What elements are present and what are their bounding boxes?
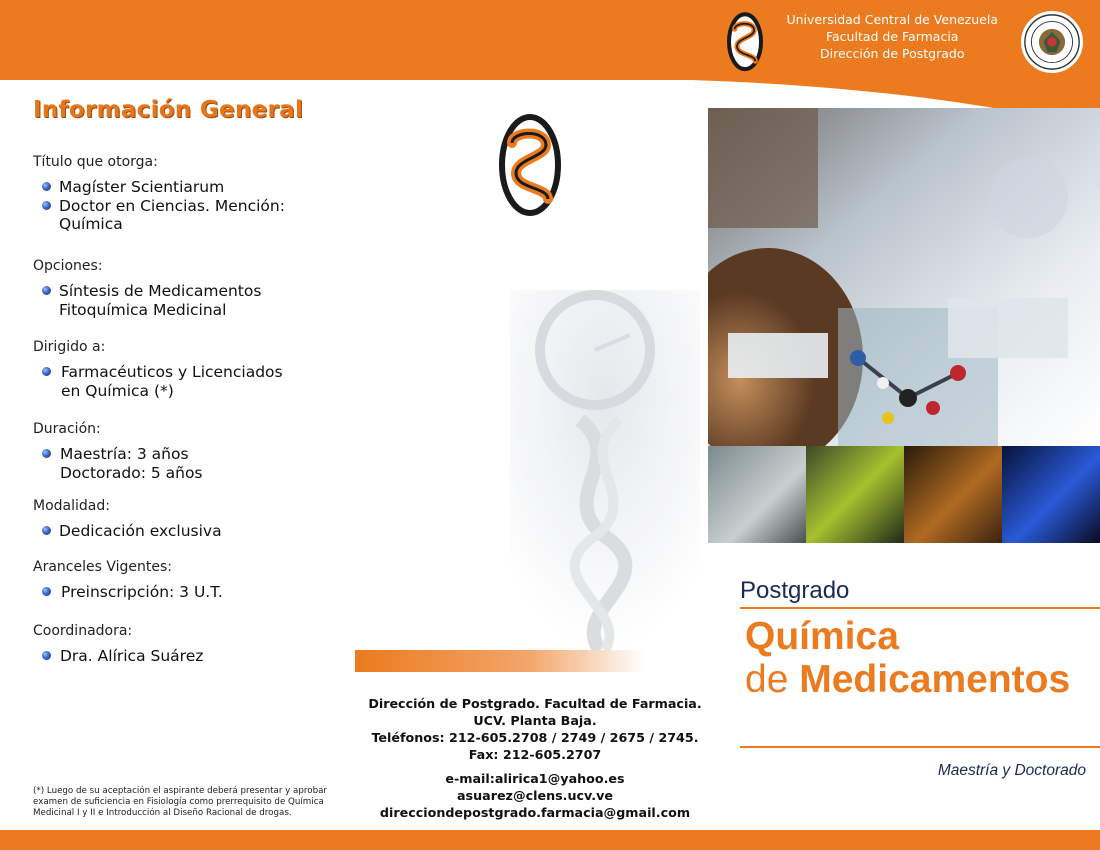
modalidad-label: Modalidad: xyxy=(33,498,110,514)
duracion-block xyxy=(33,421,203,482)
section-title: Información General xyxy=(33,97,304,123)
opciones-label: Opciones: xyxy=(33,258,103,274)
decorative-bar xyxy=(355,650,645,672)
contact-email[interactable]: asuarez@clens.ucv.ve xyxy=(456,788,613,803)
bullet-dot-icon xyxy=(42,526,51,535)
contact-fax: Fax: 212-605.2707 xyxy=(468,747,602,762)
watermark-image xyxy=(510,290,700,650)
bullet-dot-icon xyxy=(42,587,51,596)
list-item: Síntesis de Medicamentos xyxy=(33,282,261,301)
list-item: Preinscripción: 3 U.T. xyxy=(33,583,223,602)
list-item: Dra. Alírica Suárez xyxy=(33,647,203,666)
duracion-label: Duración: xyxy=(33,421,101,437)
contact-line: UCV. Planta Baja. xyxy=(473,713,597,728)
strip-photo-flask xyxy=(806,446,904,543)
list-item: Magíster Scientiarum xyxy=(33,178,285,197)
list-item: Doctorado: 5 años xyxy=(60,463,203,482)
titulo-block xyxy=(33,154,285,234)
list-item: Farmacéuticos y Licenciados xyxy=(33,363,283,382)
program-title-line2: de Medicamentos xyxy=(745,658,1071,701)
aranceles-block xyxy=(33,559,223,602)
list-item: Maestría: 3 años xyxy=(33,445,203,464)
contact-line: Dirección de Postgrado. Facultad de Farmacia. xyxy=(368,696,702,711)
bullet-dot-icon xyxy=(42,449,51,458)
bullet-dot-icon xyxy=(42,367,51,376)
list-item: Química xyxy=(59,215,123,233)
divider-top xyxy=(740,607,1100,609)
bullet-dot-icon xyxy=(42,651,51,660)
titulo-label: Título que otorga: xyxy=(33,154,158,170)
bullet-dot-icon xyxy=(42,201,51,210)
contact-email[interactable]: direcciondepostgrado.farmacia@gmail.com xyxy=(379,805,691,820)
footer-band xyxy=(0,830,1100,850)
coordinadora-label: Coordinadora: xyxy=(33,623,133,639)
dirigido-label: Dirigido a: xyxy=(33,339,106,355)
strip-photo-microscope xyxy=(708,446,806,543)
dirigido-block xyxy=(33,339,283,400)
contact-email[interactable]: e-mail:alirica1@yahoo.es xyxy=(445,771,625,786)
postgrado-label: Postgrado xyxy=(740,577,850,604)
faculty-logo-icon xyxy=(498,113,562,218)
footnote: (*) Luego de su aceptación el aspirante deberá presentar y aprobar examen de suficiencia en Fisiología como prerrequisito de Química Medicinal I y II e Introducción al Diseño Racional de drogas. xyxy=(33,786,328,818)
list-item: Doctor en Ciencias. Mención: xyxy=(33,197,285,216)
university-header xyxy=(786,11,998,62)
opciones-block xyxy=(33,258,261,319)
list-item: en Química (*) xyxy=(61,381,174,400)
bullet-dot-icon xyxy=(42,182,51,191)
divider-bottom xyxy=(740,746,1100,748)
strip-photo-testtube xyxy=(1002,446,1100,543)
photo-strip xyxy=(708,446,1100,543)
faculty-name: Facultad de Farmacia xyxy=(825,29,959,44)
program-title-line1: Química xyxy=(745,615,899,658)
list-item: Dedicación exclusiva xyxy=(33,522,222,541)
aranceles-label: Aranceles Vigentes: xyxy=(33,559,172,575)
department-name: Dirección de Postgrado xyxy=(819,46,965,61)
lab-photo-collage xyxy=(708,108,1100,446)
strip-photo-formulas xyxy=(904,446,1002,543)
contact-phones: Teléfonos: 212-605.2708 / 2749 / 2675 / 2745. xyxy=(371,730,699,745)
modalidad-block xyxy=(33,498,222,541)
university-name: Universidad Central de Venezuela xyxy=(786,12,998,27)
faculty-logo-icon xyxy=(726,12,764,72)
contact-block xyxy=(360,695,710,821)
program-subtitle: Maestría y Doctorado xyxy=(937,762,1086,779)
list-item: Fitoquímica Medicinal xyxy=(59,300,227,319)
bullet-dot-icon xyxy=(42,286,51,295)
university-seal-icon xyxy=(1021,11,1083,73)
coordinadora-block xyxy=(33,623,203,666)
